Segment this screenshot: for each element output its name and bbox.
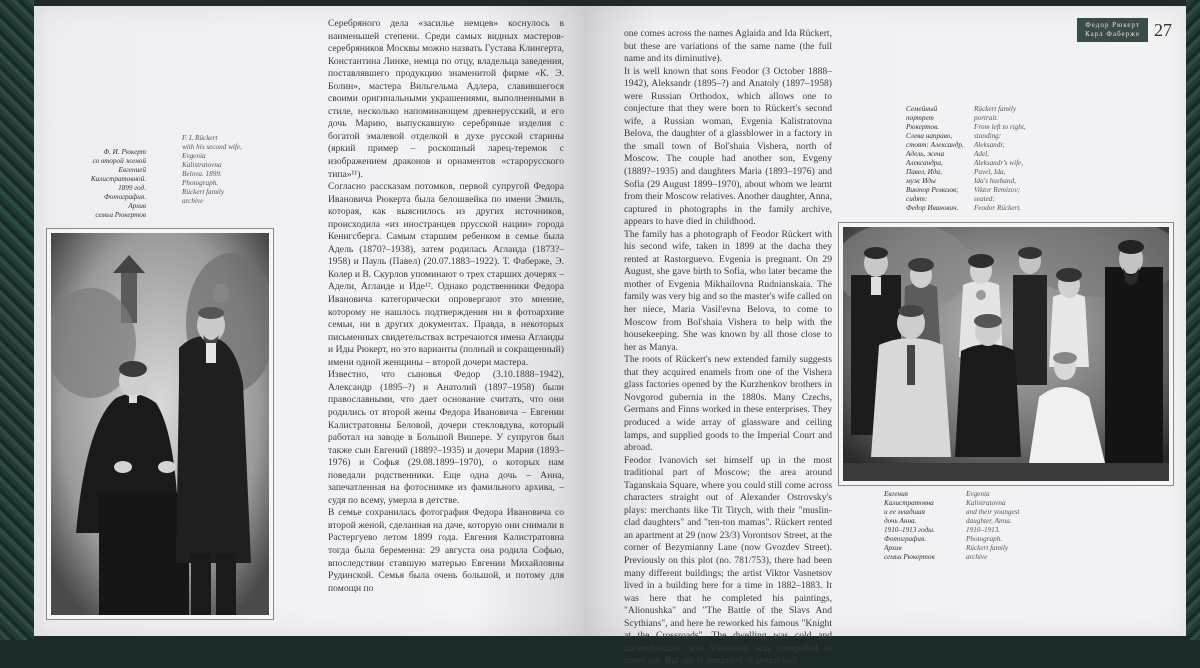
running-header [1077, 18, 1172, 42]
right-top-caption-ru: Семейный портрет Рюкертов. Слева направо, стоят: Александр, Адель, жена Александра, Павел, Ида, муж Иды Виктор Ремизов; сидят: Федор Иванович. [906, 105, 964, 212]
right-body-text [624, 28, 832, 668]
photo-illustration [51, 233, 269, 615]
left-paragraph-4: В семье сохранилась фотография Федора Ивановича со второй женой, сделанная на даче, которую они снимали в Растергуево летом 1899 года. Евгения Калистратовна тогда была беременна: 29 августа она родила Софью, впоследствии ставшую матерью Евгении Михайловны Рудинской. Семья была очень большой, и потому для помощи по [328, 507, 564, 594]
book-cover-edge-left [0, 0, 34, 640]
right-bottom-caption-ru: Евгения Калистратовна и ее младшая дочь Анна. 1910–1913 годы. Фотография. Архив семьи Рюкертов [884, 490, 935, 561]
left-caption-en: F. I. Rückert with his second wife, Evgenia Kalistratovna Belova. 1899. Photograph. Rückert family archive [182, 134, 242, 205]
left-page [34, 6, 584, 636]
right-page [584, 6, 1186, 667]
photo-illustration [843, 227, 1169, 481]
right-bottom-caption-en: Evgenia Kalistratovna and their youngest daughter, Anna. 1910–1913. Photograph. Rückert family archive [966, 490, 1020, 561]
right-paragraph-2: It is well known that sons Feodor (3 October 1888–1942), Aleksandr (1895–?) and Anatoly (1897–1958) were Russian Orthodox, which allows one to conjecture that they were born to Rückert's second wife, a Russian woman, Evgenia Kalistratovna Belova, the daughter of a glassblower in a factory in the small town of Bol'shaia Vishera, north of Moscow. The couple had another son, Evgeny (1889?–1935) and daughters Maria (1893–1976) and Sofia (29 August 1899–1970), about whom we learnt from their Moscow relatives. Another daughter, Anna, captured in photographs in the family archive, appears to have died in childhood. [624, 65, 832, 228]
right-top-caption-en: Rückert family portrait. From left to right, standing: Aleksandr, Adel, Aleksandr's wife, Pavel, Ida, Ida's husband, Viktor Remizov; seated: Feodor Rückert. [974, 105, 1026, 212]
running-header-subject: Карл Фаберже [1085, 30, 1140, 38]
right-paragraph-4: The roots of Rückert's new extended family suggests that they acquired enamels from one of the Vishera glass factories opened by the Kurzhenkov brothers in Novgorod gubernia in the 1880s. Many Czechs, Germans and Finns worked in these enterprises. They produced a wide array of glassware and ceiling lamps, and supplied goods to the Imperial Court and abroad. [624, 354, 832, 454]
photo-frame [843, 227, 1169, 481]
book-cover-edge-right [1186, 0, 1200, 640]
right-paragraph-1: one comes across the names Aglaida and Ida Rückert, but these are variations of the same name (the full name and its diminutive). [624, 28, 832, 65]
left-paragraph-3: Известно, что сыновья Федор (3.10.1888–1942), Александр (1895–?) и Анатолий (1897–1958) были православными, что дает основание считать, что они родились от второй жены Федора Ивановича – Евгении Калистратовны Беловой, дочери стекловдува, который работал на заводе в Большой Вишере. У супругов был также сын Евгений (1889?–1935) и дочери Мария (1893–1976) и Софья (29.08.1899–1970), о которых нам поведали родственники. Еще одна дочь – Анна, запечатленная на фотоснимке из фамильного архива, – судя по всему, умерла в детстве. [328, 369, 564, 506]
photo-rueckert-with-second-wife [46, 228, 274, 620]
photo-frame [51, 233, 269, 615]
left-paragraph-2: Согласно рассказам потомков, первой супругой Федора Ивановича Рюкерта была белошвейка по имени Эмиль, которая, как выяснилось из других источников, происходила «из иностранцев прусской нации» города Кенигсберга. Самым старшим ребенком в семье была Адель (1870?–1938), затем родилась Аглаида (1873?–1958) и Пауль (Павел) (20.07.1883–1922). Т. Фаберже, Э. Колер и В. Скурлов упоминают о трех старших дочерях – Адели, Аглаиде и Иде¹². Однако родственники Федора Ивановича категорически опровергают это мнение, которому не нашлось подтверждения ни в фотоархиве семьи, ни в других документах. Правда, в некоторых письменных свидетельствах встречаются имена Аглаиды и Иды Рюкерт, но это варианты (полный и сокращенный) имени одной женщины – второй дочери мастера. [328, 181, 564, 368]
left-caption-ru: Ф. И. Рюкерт со второй женой Евгенией Калистратовной. 1899 год. Фотография. Архив семьи Рюкертов [90, 148, 146, 219]
left-paragraph-1: Серебряного дела «засилье немцев» коснулось в наименьшей степени. Среди самых видных мастеров-серебряников Москвы можно назвать Густава Клингерта, Константина Линке, немца по отцу, владельца заведения, поставлявшего продукцию знаменитой фирме «К. Э. Болин», мастера Вильгельма Адлера, славившегося своими оригинальными украшениями, выполненными в стиле, несколько напоминающем древнерусский, и его дочь Марию, выпускавшую серебряные изделия с богатой эмалевой отделкой в духе русской старины (яркий пример – роскошный ларец-теремок с изображением драконов и орнаментов «старорусского типа»¹¹). [328, 18, 564, 180]
right-paragraph-5: Feodor Ivanovich set himself up in the most traditional part of Moscow; the area around Taganskaia Square, where you could still come across characters straight out of Alexander Ostrovsky's plays: merchants like Tit Titych, with their "muslin-clad daughters" and "ten-ton mamas". Rückert rented an apartment at 29 (now 23/3) Vorontsov Street, at the corner of Bezymianny Lane (now Gvozdev Street). Previously on this plot (no. 781/753), there had been many different buildings; the artist Viktor Vasnetsov lived in a building here for a time in 1882–1883. It was here that he completed his paintings, "Alionushka" and "The Battle of the Slavs And Scythians", and here he reworked his famous "Knight at the Crossroads". The dwelling was cold and uncomfortable, and Vasnetsov was compelled to move out. But one is reminded of genius loci. [624, 454, 832, 667]
left-body-text [328, 18, 564, 595]
running-header-author: Федор Рюкерт [1085, 21, 1140, 29]
right-paragraph-3: The family has a photograph of Feodor Rückert with his second wife, taken in 1899 at the dacha they rented at Rastorguevo. Evgenia is pregnant. On 29 August, she gave birth to Sofia, who later became the mother of Evgenia Mikhailovna Rudnianskaia. The family was very big and so the master's wife called on her niece, Maria Vasil'evna Belova, to come to Moscow from Bol'shaia Vishera to help with the housekeeping. She was known by all those close to her as Manya. [624, 228, 832, 353]
running-header-plate [1077, 18, 1148, 42]
page-number: 27 [1154, 19, 1172, 40]
photo-rueckert-family-portrait [838, 222, 1174, 486]
